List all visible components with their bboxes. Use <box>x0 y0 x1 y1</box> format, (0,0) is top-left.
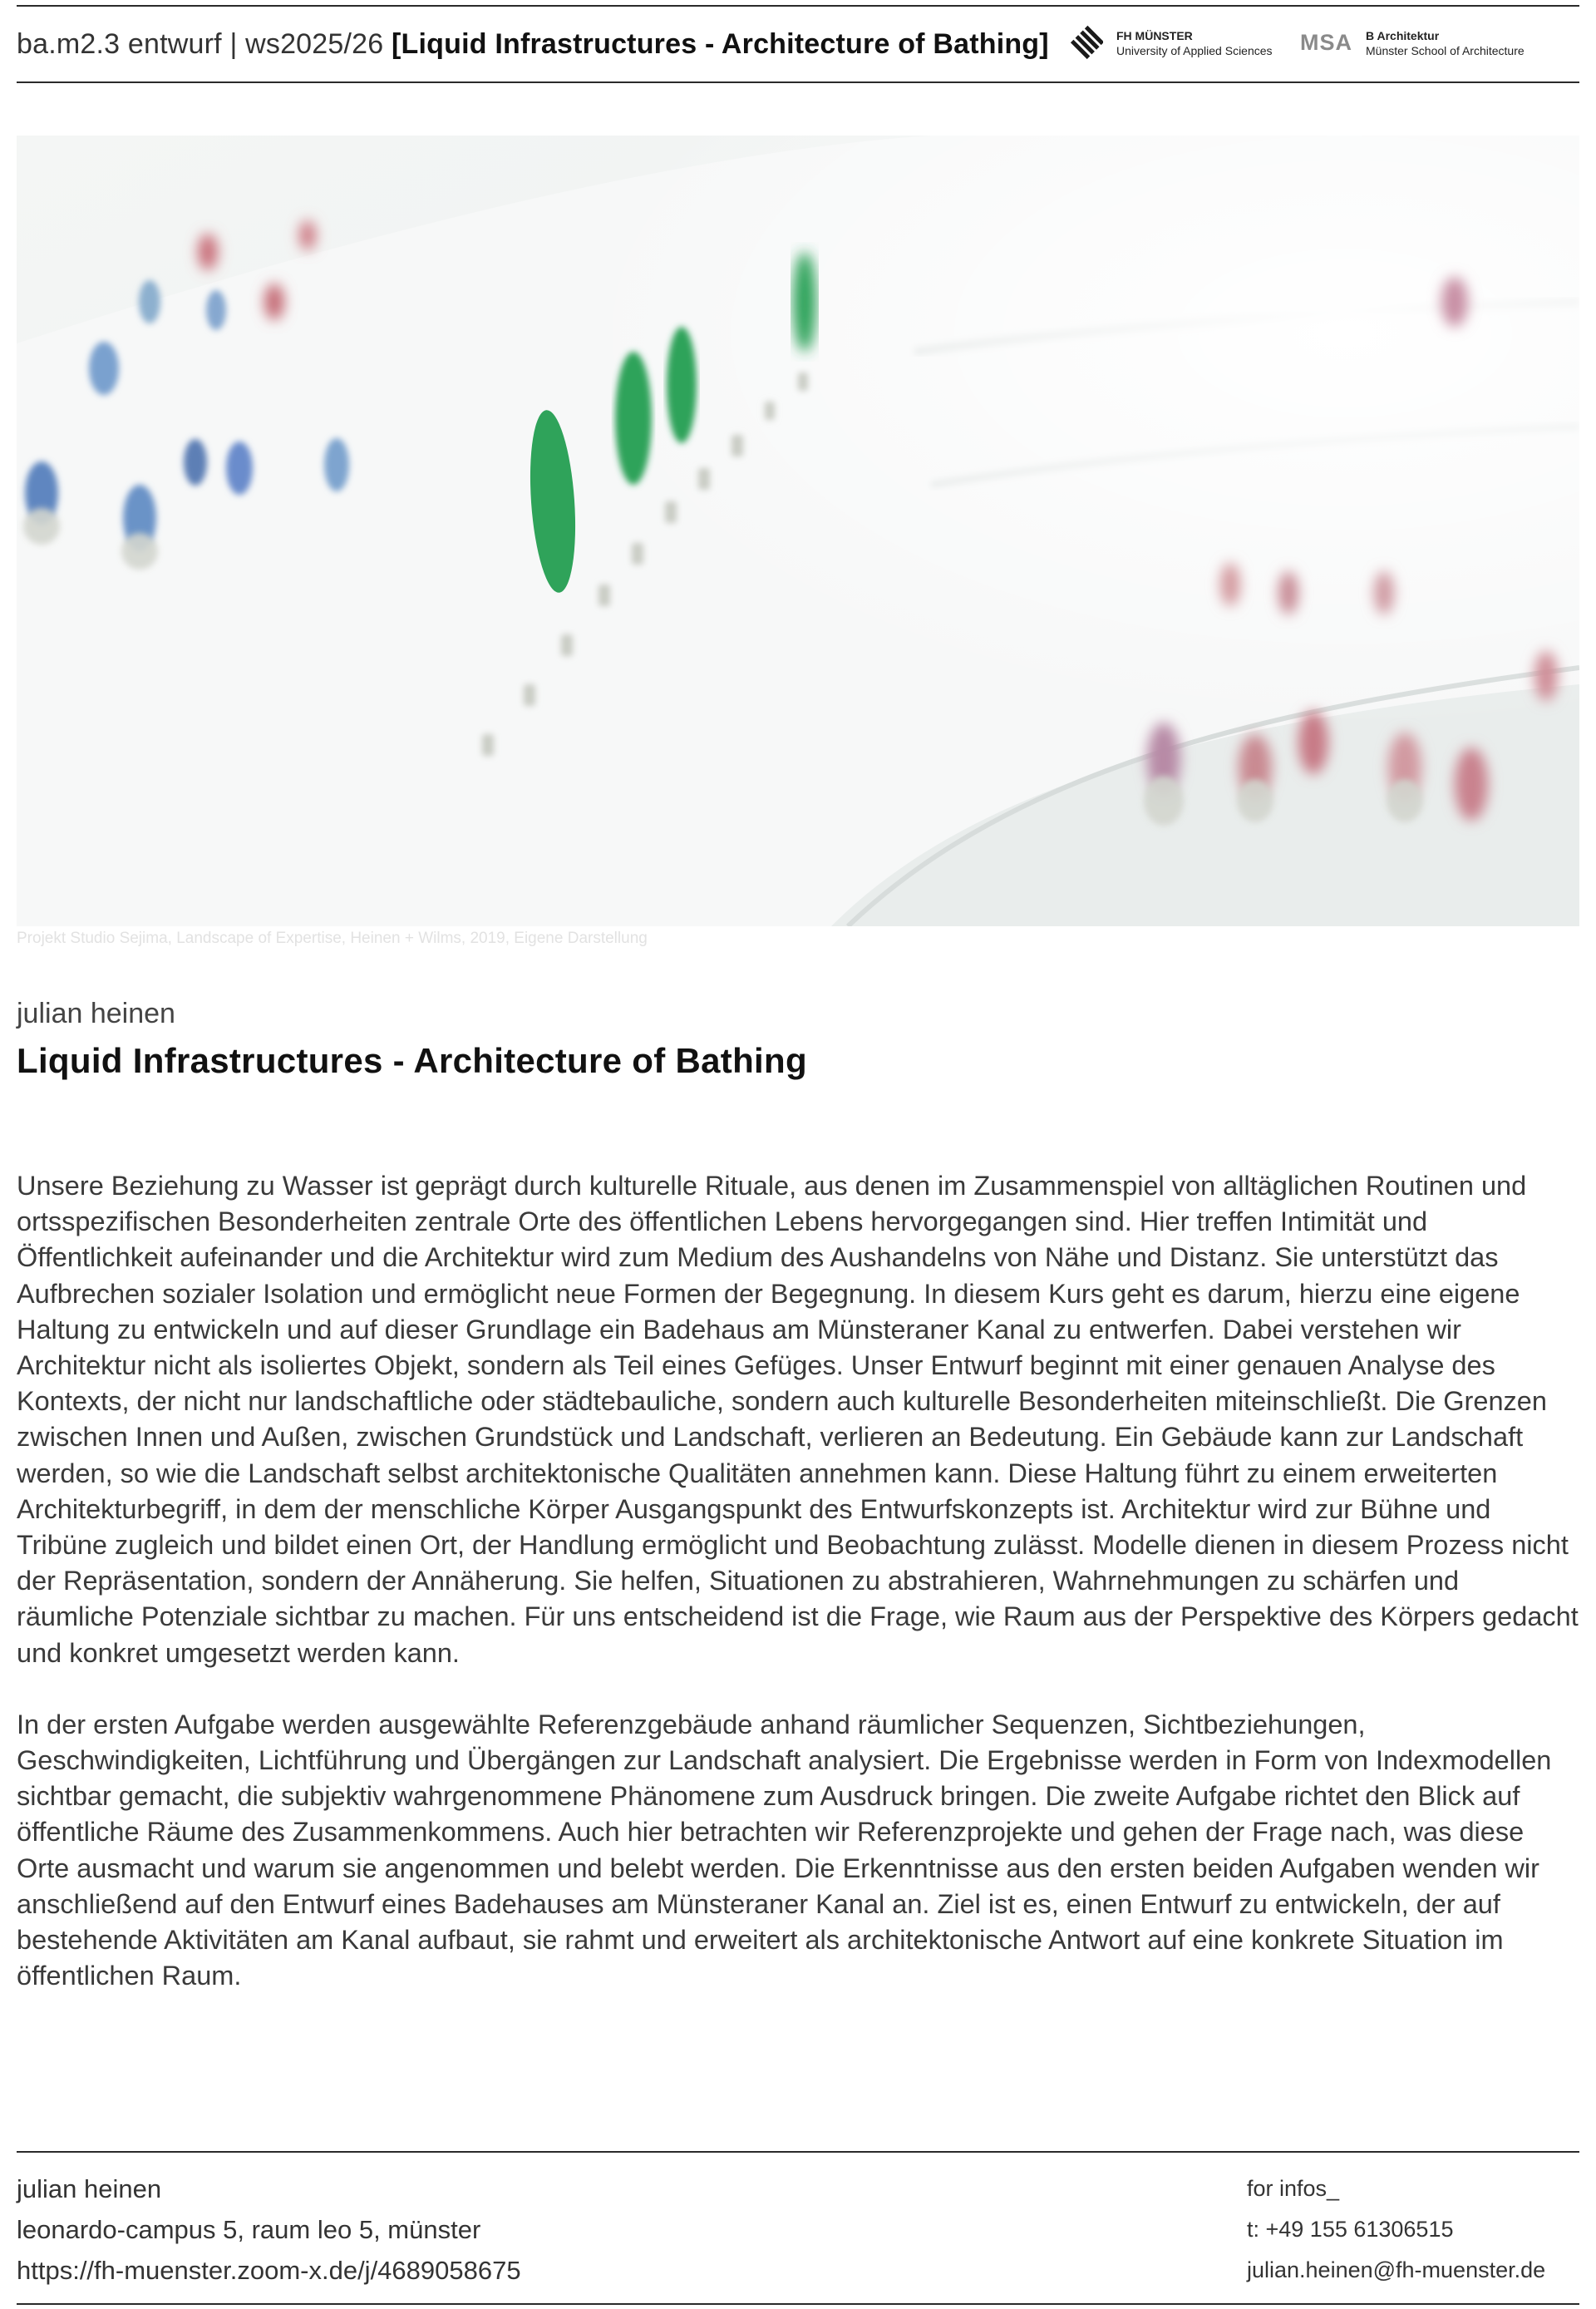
course-header <box>17 28 1049 61</box>
msa-logo-text <box>1366 28 1525 58</box>
course-prefix: ba.m2.3 entwurf | ws2025/26 <box>17 28 392 60</box>
msa-name: B Architektur <box>1366 29 1440 42</box>
author-name: julian heinen <box>17 998 175 1029</box>
hero-image <box>17 136 1579 926</box>
header-bottom-rule <box>17 81 1579 83</box>
header-top-rule <box>17 5 1579 7</box>
footer-email-link[interactable]: julian.heinen@fh-muenster.de <box>1247 2257 1546 2282</box>
image-caption: Projekt Studio Sejima, Landscape of Expertise, Heinen + Wilms, 2019, Eigene Darstellung <box>17 930 648 947</box>
fh-muenster-logo-text <box>1116 28 1273 58</box>
fh-sub: University of Applied Sciences <box>1116 44 1273 57</box>
footer-phone: t: +49 155 61306515 <box>1247 2217 1454 2242</box>
msa-logo-mark: MSA <box>1300 30 1352 55</box>
footer-meeting-link[interactable]: https://fh-muenster.zoom-x.de/j/4689058675 <box>17 2256 521 2285</box>
course-title-heading: Liquid Infrastructures - Architecture of Bathing <box>17 1041 807 1080</box>
footer-info <box>1247 2168 1545 2291</box>
footer-info-label: for infos_ <box>1247 2176 1340 2201</box>
footer-location: leonardo-campus 5, raum leo 5, münster <box>17 2215 481 2244</box>
description-paragraph: In der ersten Aufgabe werden ausgewählte Referenzgebäude anhand räumlicher Sequenzen, Sichtbeziehungen, Geschwindigkeiten, Lichtführung und Übergängen zur Landschaft analysiert. Die Ergebnisse werden in Form von Indexmodellen sichtbar gemacht, die subjektiv wahrgenommene Phänomene zum Ausdruck bringen. Die zweite Aufgabe richtet den Blick auf öffentliche Räume des Zusammenkommens. Auch hier betrachten wir Referenzprojekte und gehen der Frage nach, was diese Orte ausmacht und warum sie angenommen und belebt werden. Die Erkenntnisse aus den ersten beiden Aufgaben wenden wir anschließend auf den Entwurf eines Badehauses am Münsteraner Kanal an. Ziel ist es, einen Entwurf zu entwickeln, der auf bestehende Aktivitäten am Kanal aufbaut, sie rahmt und erweitert als architektonische Antwort auf eine konkrete Situation im öffentlichen Raum. <box>17 1709 1552 1991</box>
course-description <box>17 1168 1579 2030</box>
description-paragraph: Unsere Beziehung zu Wasser ist geprägt durch kulturelle Rituale, aus denen im Zusammenspiel von alltäglichen Routinen und ortsspezifischen Besonderheiten zentrale Orte des öffentlichen Lebens hervorgegangen sind. Hier treffen Intimität und Öffentlichkeit aufeinander und die Architektur wird zum Medium des Aushandelns von Nähe und Distanz. Sie unterstützt das Aufbrechen sozialer Isolation und ermöglicht neue Formen der Begegnung. In diesem Kurs geht es darum, hierzu eine eigene Haltung zu entwickeln und auf dieser Grundlage ein Badehaus am Münsteraner Kanal zu entwerfen. Dabei verstehen wir Architektur nicht als isoliertes Objekt, sondern als Teil eines Gefüges. Unser Entwurf beginnt mit einer genauen Analyse des Kontexts, der nicht nur landschaftliche oder städtebauliche, sondern auch kulturelle Besonderheiten miteinschließt. Die Grenzen zwischen Innen und Außen, zwischen Grundstück und Landschaft, verlieren an Bedeutung. Ein Gebäude kann zur Landschaft werden, so wie die Landschaft selbst architektonische Qualitäten annehmen kann. Diese Haltung führt zu einem erweiterten Architekturbegriff, in dem der menschliche Körper Ausgangspunkt des Entwurfskonzepts ist. Architektur wird zur Bühne und Tribüne zugleich und bildet einen Ort, der Handlung ermöglicht und Beobachtung zulässt. Modelle dienen in diesem Prozess nicht der Repräsentation, sondern der Annäherung. Sie helfen, Situationen zu abstrahieren, Wahrnehmungen zu schärfen und räumliche Potenziale sichtbar zu machen. Für uns entscheidend ist die Frage, wie Raum aus der Perspektive des Körpers gedacht und konkret umgesetzt werden kann. <box>17 1171 1579 1668</box>
fh-name: FH MÜNSTER <box>1116 29 1193 42</box>
footer-name: julian heinen <box>17 2174 162 2203</box>
footer-contact <box>17 2168 521 2291</box>
footer-top-rule <box>17 2151 1579 2153</box>
footer-bottom-rule <box>17 2303 1579 2305</box>
msa-sub: Münster School of Architecture <box>1366 44 1525 57</box>
course-title: [Liquid Infrastructures - Architecture of Bathing] <box>392 28 1049 60</box>
fh-muenster-logo-icon <box>1070 25 1103 62</box>
